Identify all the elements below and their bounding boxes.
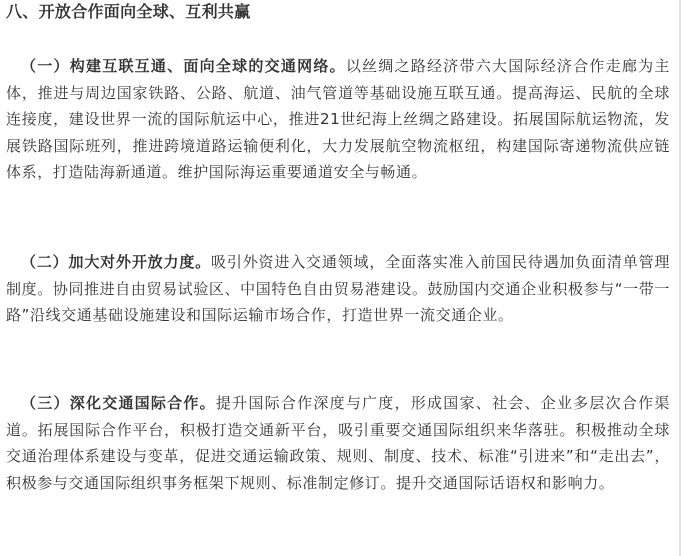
paragraph-transport-network: [6, 53, 670, 186]
paragraph-body: 以丝绸之路经济带六大国际经济合作走廊为主体，推进与周边国家铁路、公路、航道、油气管道等基础设施互联互通。提高海运、民航的全球连接度，建设世界一流的国际航运中心，推进21世纪海上丝绸之路建设。拓展国际航运物流，发展铁路国际班列，推进跨境道路运输便利化，大力发展航空物流枢纽，构建国际寄递物流供应链体系，打造陆海新通道。维护国际海运重要通道安全与畅通。: [6, 57, 670, 182]
paragraph-opening-up: [6, 249, 670, 329]
paragraph-lead: （二）加大对外开放力度。: [21, 253, 212, 271]
section-heading: 八、开放合作面向全球、互利共赢: [6, 2, 251, 21]
paragraph-body: 吸引外资进入交通领域，全面落实准入前国民待遇加负面清单管理制度。协同推进自由贸易试验区、中国特色自由贸易港建设。鼓励国内交通企业积极参与“一带一路”沿线交通基础设施建设和国际运输市场合作，打造世界一流交通企业。: [6, 253, 671, 325]
paragraph-international-cooperation: [6, 390, 670, 496]
paragraph-body: 提升国际合作深度与广度，形成国家、社会、企业多层次合作渠道。拓展国际合作平台，积极打造交通新平台，吸引重要交通国际组织来华落驻。积极推动全球交通治理体系建设与变革，促进交通运输政策、规则、制度、技术、标准“引进来”和“走出去”，积极参与交通国际组织事务框架下规则、标准制定修订。提升交通国际话语权和影响力。: [6, 394, 670, 492]
paragraph-lead: （一）构建互联互通、面向全球的交通网络。: [21, 57, 346, 75]
paragraph-lead: （三）深化交通国际合作。: [21, 394, 216, 412]
